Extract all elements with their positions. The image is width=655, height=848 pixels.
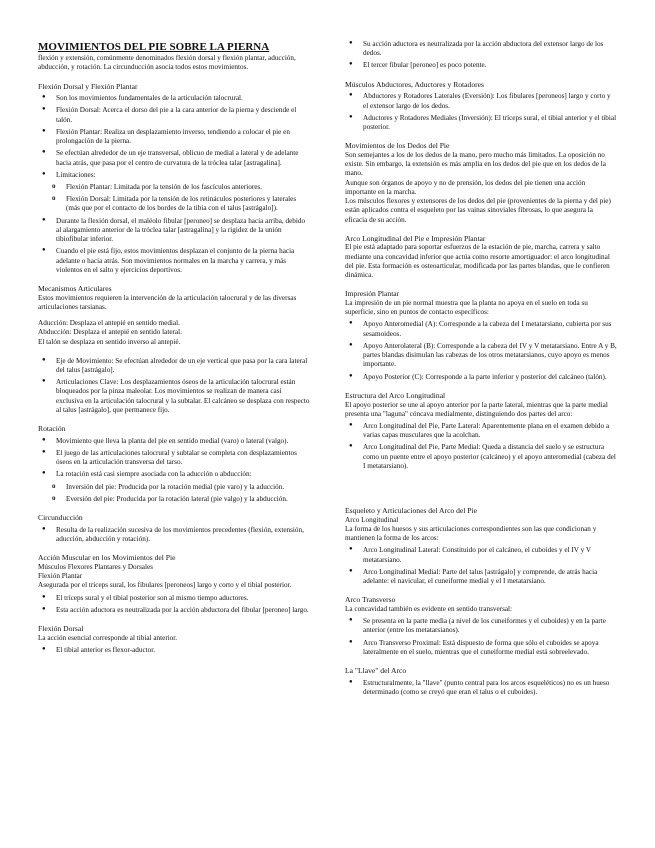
paragraph: El pie está adaptado para soportar esfuerzos de la estación de pie, marcha, carrera y salto mediante una concavidad inferior que actúa como resorte amortiguador: el arco longitudinal del pie. Esta formación es osteoarticular, modificada por las partes blandas, que le confieren dinámica. bbox=[345, 243, 610, 280]
bullet-list bbox=[345, 320, 617, 381]
sub-list-item: o Flexión Plantar: Limitada por la tensión de los fascículos anteriores. bbox=[38, 183, 310, 192]
section-heading: Impresión Plantar bbox=[345, 289, 400, 299]
section-heading: Rotación bbox=[38, 424, 66, 434]
section-heading: Músculos Abductores, Aductores y Rotadores bbox=[345, 79, 484, 89]
subheading: Flexión Plantar bbox=[38, 572, 83, 581]
section-heading: Arco Longitudinal del Pie e Impresión Plantar bbox=[345, 233, 486, 243]
list-item: ● Movimiento que lleva la planta del pie en sentido medial (varo) o lateral (valgo). bbox=[38, 437, 310, 446]
list-item: ● Arco Longitudinal Lateral: Constituido por el calcáneo, el cuboides y el IV y V metatarsiano. bbox=[345, 546, 617, 564]
section-heading: Acción Muscular en los Movimientos del Pie bbox=[38, 553, 176, 563]
list-item: ● Se presenta en la parte media (a nivel de los cuneiformes y el cuboides) y en la parte anterior (entre los metatarsianos). bbox=[345, 617, 617, 635]
paragraph: La concavidad también es evidente en sentido transversal: bbox=[345, 605, 513, 613]
section-heading: Circunducción bbox=[38, 513, 83, 523]
paragraph-line: Aducción: Desplaza el antepié en sentido medial. bbox=[38, 319, 180, 328]
bullet-list bbox=[345, 617, 617, 657]
bullet-list bbox=[345, 422, 617, 471]
sub-list-item: o Flexión Dorsal: Limitada por la tensión de los retináculos posteriores y laterales (más que por el contacto de los bordes de la tibia con el talus [astrágalo]). bbox=[38, 195, 310, 213]
bullet-list bbox=[345, 92, 617, 132]
sub-list-item: o Eversión del pie: Producida por la rotación lateral (pie valgo) y la abducción. bbox=[38, 495, 310, 504]
bullet-list bbox=[38, 594, 310, 615]
list-item: ● Eje de Movimiento: Se efectúan alrededor de un eje vertical que pasa por la cara lateral del talus [astrágalo]. bbox=[38, 357, 310, 375]
section-heading: Arco Transverso bbox=[345, 595, 396, 605]
list-item: ● Arco Longitudinal Medial: Parte del talus [astrágalo] y comprende, de atrás hacia adelante: el navicular, el cuneiforme medial y el I metatarsiano. bbox=[345, 568, 617, 586]
list-item: ● El tríceps sural y el tibial posterior son al mismo tiempo aductores. bbox=[38, 594, 310, 603]
sub-list-item: o Inversión del pie: Producida por la rotación medial (pie varo) y la aducción. bbox=[38, 483, 310, 492]
list-item: ● El juego de las articulaciones talocrural y subtalar se completa con desplazamientos óseos en la articulación transversa del tarso. bbox=[38, 449, 310, 467]
paragraph: La acción esencial corresponde al tibial anterior. bbox=[38, 633, 178, 642]
intro-paragraph: flexión y extensión, comúnmente denominados flexión dorsal y flexión plantar, aducción, abducción, y rotación. La circunducción asocia todos estos movimientos. bbox=[38, 54, 296, 72]
list-item: ● Se efectúan alrededor de un eje transversal, oblicuo de medial a lateral y de adelante hacia atrás, que pasa por el centro de curvatura de la tróclea talar [astragalina]. bbox=[38, 149, 310, 167]
bullet-list bbox=[38, 357, 310, 415]
section-heading: Mecanismos Articulares bbox=[38, 283, 112, 293]
list-item: ● Abductores y Rotadores Laterales (Eversión): Los fibulares [peroneos] largo y corto y el extensor largo de los dedos. bbox=[345, 92, 617, 110]
bullet-list bbox=[38, 437, 310, 504]
list-item: ● Su acción aductora es neutralizada por la acción abductora del extensor largo de los dedos. bbox=[345, 40, 617, 58]
section-heading: Flexión Dorsal bbox=[38, 624, 84, 634]
list-item: ● Limitaciones: bbox=[38, 171, 310, 180]
paragraph: La impresión de un pie normal muestra que la planta no apoya en el suelo en toda su superficie, sino en puntos de contacto específicos: bbox=[345, 299, 588, 317]
list-item: ● Apoyo Anterolateral (B): Corresponde a la cabeza del IV y V metatarsiano. Entre A y B, partes blandas disimulan las cabezas de los otros metatarsianos, cuyo apoyo es menos importante. bbox=[345, 342, 617, 370]
list-item: ● Estructuralmente, la "llave" (punto central para los arcos esqueléticos) no es un hueso determinado (como se creyó que eran el talus o el cuboides). bbox=[345, 679, 617, 697]
subheading: Músculos Flexores Plantares y Dorsales bbox=[38, 562, 153, 571]
paragraph: Estos movimientos requieren la intervención de la articulación talocrural y de las diversas articulaciones tarsianas. bbox=[38, 293, 297, 311]
bullet-list bbox=[38, 646, 310, 655]
paragraph: Aunque son órganos de apoyo y no de prensión, los dedos del pie tienen una acción importante en la marcha. bbox=[345, 178, 586, 196]
list-item: ● Esta acción aductora es neutralizada por la acción abductora del fibular [peroneo] largo. bbox=[38, 606, 310, 615]
paragraph-line: El talón se desplaza en sentido inverso al antepié. bbox=[38, 337, 181, 346]
paragraph-line: Abducción: Desplaza el antepié en sentido lateral. bbox=[38, 328, 182, 337]
list-item: ● Arco Longitudinal del Pie, Parte Medial: Queda a distancia del suelo y se estructura como un puente entre el apoyo posterior (calcáneo) y el apoyo anteromedial (cabeza del I metatarsiano). bbox=[345, 443, 617, 471]
section-heading: Esqueleto y Articulaciones del Arco del Pie bbox=[345, 506, 478, 516]
paragraph: Son semejantes a los de los dedos de la mano, pero mucho más limitados. La oposición no existe. Sin embargo, la extensión es más amplia en los dedos del pie que en los dedos de la mano. bbox=[345, 150, 606, 178]
section-heading: Movimientos de los Dedos del Pie bbox=[345, 141, 450, 151]
section-heading: Flexión Dorsal y Flexión Plantar bbox=[38, 81, 138, 91]
list-item: ● Apoyo Posterior (C): Corresponde a la parte inferior y posterior del calcáneo (talón). bbox=[345, 373, 617, 382]
bullet-list bbox=[345, 546, 617, 586]
bullet-list bbox=[38, 94, 310, 275]
paragraph: La forma de los huesos y sus articulaciones correspondientes son las que condicionan y mantienen la forma de los arcos: bbox=[345, 524, 597, 543]
document-title: MOVIMIENTOS DEL PIE SOBRE LA PIERNA bbox=[38, 41, 270, 53]
list-item: ● Aductores y Rotadores Mediales (Inversión): El tríceps sural, el tibial anterior y el tibial posterior. bbox=[345, 114, 617, 132]
list-item: ● Flexión Plantar: Realiza un desplazamiento inverso, tendiendo a colocar el pie en prolongación de la pierna. bbox=[38, 128, 310, 146]
list-item: ● Son los movimientos fundamentales de la articulación talocrural. bbox=[38, 94, 310, 103]
section-heading: Estructura del Arco Longitudinal bbox=[345, 390, 446, 400]
paragraph: Asegurada por el tríceps sural, los fibulares [peroneos] largo y corto y el tibial posterior. bbox=[38, 581, 292, 590]
section-heading: La "Llave" del Arco bbox=[345, 666, 407, 676]
bullet-list bbox=[38, 526, 310, 544]
subheading: Arco Longitudinal bbox=[345, 515, 399, 524]
list-item: ● El tercer fibular [peroneo] es poco potente. bbox=[345, 61, 617, 70]
list-item: ● Apoyo Anteromedial (A): Corresponde a la cabeza del I metatarsiano, cubierta por sus sesamoideos. bbox=[345, 320, 617, 338]
list-item: ● Durante la flexión dorsal, el maléolo fibular [peroneo] se desplaza hacia arriba, debido al alargamiento anterior de la tróclea talar [astragalina] y la rigidez de la unión tibiofibular inferior. bbox=[38, 217, 310, 245]
list-item: ● Arco Transverso Proximal: Está dispuesto de forma que sólo el cuboides se apoya lateralmente en el suelo, mientras que el cuneiforme medial está sobreelevado. bbox=[345, 639, 617, 657]
right-column bbox=[345, 40, 617, 700]
list-item: ● El tibial anterior es flexor-aductor. bbox=[38, 646, 310, 655]
paragraph: El apoyo posterior se une al apoyo anterior por la parte lateral, mientras que la parte medial presenta una "laguna" cóncava medialmente, distinguiendo dos partes del arco: bbox=[345, 400, 608, 418]
bullet-list bbox=[345, 40, 617, 71]
list-item: ● La rotación está casi siempre asociada con la aducción o abducción: bbox=[38, 470, 310, 479]
paragraph: Los músculos flexores y extensores de los dedos del pie (provenientes de la pierna y del pie) están aplicados contra el esqueleto por las vainas sinoviales fibrosas, lo que asegura la eficacia de su acción. bbox=[345, 197, 611, 224]
left-column bbox=[38, 40, 310, 658]
list-item: ● Flexión Dorsal: Acerca el dorso del pie a la cara anterior de la pierna y desciende el talón. bbox=[38, 106, 310, 124]
list-item: ● Arco Longitudinal del Pie, Parte Lateral: Aparentemente plana en el examen debido a varias capas musculares que la acolchan. bbox=[345, 422, 617, 440]
list-item: ● Cuando el pie está fijo, estos movimientos desplazan el conjunto de la pierna hacia adelante o hacia atrás. Son movimientos normales en la marcha y carrera, y más violentos en el salto y ejercicios deportivos. bbox=[38, 247, 310, 275]
bullet-list bbox=[345, 679, 617, 697]
list-item: ● Resulta de la realización sucesiva de los movimientos precedentes (flexión, extensión, aducción, abducción y rotación). bbox=[38, 526, 310, 544]
list-item: ● Articulaciones Clave: Los desplazamientos óseos de la articulación talocrural están bloqueados por la pinza maleolar. Los movimientos se realizan de manera casi exclusiva en la articulación talocrural y la subtalar. El calcáneo se desplaza con respecto al talus [astrágalo], que permanece fijo. bbox=[38, 378, 310, 415]
